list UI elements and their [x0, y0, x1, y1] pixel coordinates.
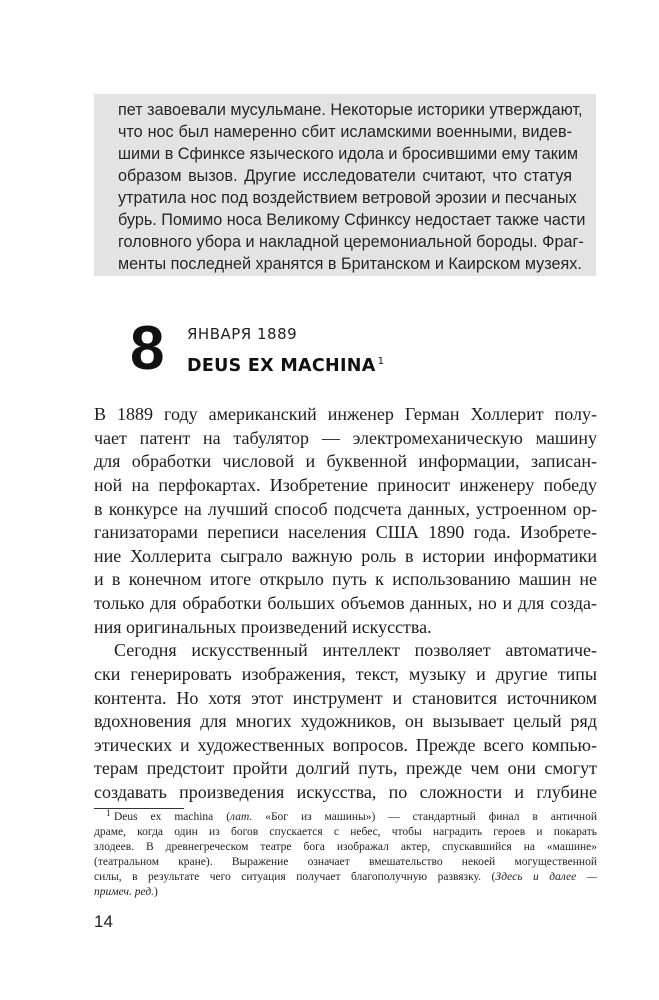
body-line: ски генерировать изображения, текст, музыку и другие типы [94, 664, 597, 684]
body-line: этических и художественных вопросов. Прежде всего компью- [94, 735, 597, 755]
body-line: терам предстоит пройти долгий путь, прежде чем они смогут [94, 758, 597, 778]
body-line: ние Холлерита сыграло важную роль в истории информатики [94, 546, 597, 566]
sidebar-line: пет завоевали мусульмане. Некоторые историки утверждают, [118, 101, 583, 119]
sidebar-line: утратила нос под воздействием ветровой эрозии и песчаных [118, 189, 577, 207]
footnote-line: злодеев. В древнегреческом театре бога изображал актер, спускавшийся на «машине» [94, 841, 597, 853]
sidebar-line: что нос был намеренно сбит исламскими военными, видев- [118, 123, 572, 141]
body-line: контента. Но хотя этот инструмент и становится источником [94, 688, 597, 708]
body-line: ганизаторами переписи населения США 1890 года. Изобрете- [94, 522, 597, 542]
sidebar-line: менты последней хранятся в Британском и Каирском музеях. [118, 255, 582, 273]
sidebar-line: бурь. Помимо носа Великому Сфинксу недостает также части [118, 211, 586, 229]
footnote-line [94, 885, 597, 900]
page-number: 14 [94, 912, 113, 931]
body-line: В 1889 году американский инженер Герман Холлерит полу- [94, 404, 597, 424]
footnote-reference[interactable]: 1 [377, 356, 385, 367]
footnote-italic: Здесь и далее — [495, 871, 597, 883]
chapter-title [187, 356, 384, 376]
body-line: ной на перфокартах. Изобретение приносит инженеру победу [94, 475, 597, 495]
sidebar-line: шими в Сфинксе языческого идола и бросившими ему таким [118, 145, 579, 163]
sidebar-line: головного убора и накладной церемониальной бороды. Фраг- [118, 233, 584, 251]
footnote-italic: примеч. ред. [94, 886, 155, 898]
body-line: ния оригинальных произведений искусства. [94, 617, 432, 637]
body-line: создавать произведения искусства, по сложности и глубине [94, 782, 597, 802]
footnote-text: ) [154, 886, 158, 898]
footnote-text: Deus ex machina ( [114, 811, 231, 823]
footnote-line: (театральном кране). Выражение означает вмешательство некоей могущественной [94, 856, 597, 868]
chapter-date: ЯНВАРЯ 1889 [187, 325, 298, 343]
body-line: чает патент на табулятор — электромеханическую машину [94, 428, 597, 448]
chapter-number: 8 [130, 314, 165, 383]
sidebar-box [94, 94, 596, 276]
body-line: и в конечном итоге открыло путь к использованию машин не [94, 569, 597, 589]
footnote-text: силы, в результате чего ситуация получает благополучную развязку. ( [94, 871, 496, 883]
chapter-title-text: DEUS EX MACHINA [187, 356, 376, 376]
footnote-marker: 1 [106, 808, 111, 818]
footnote-line [94, 870, 597, 885]
body-line: в конкурсе на лучший способ подсчета данных, устроенном ор- [94, 499, 597, 519]
body-line: для обработки числовой и буквенной информации, записан- [94, 451, 597, 471]
body-line: вдохновения для многих художников, он вызывает целый ряд [94, 711, 597, 731]
body-line: только для обработки больших объемов данных, но и для созда- [94, 593, 597, 613]
footnote-italic: лат. [230, 811, 253, 823]
body-line: Сегодня искусственный интеллект позволяет автоматиче- [114, 640, 597, 660]
footnote-text: «Бог из машины») — стандартный финал в античной [252, 811, 597, 823]
footnote-line [114, 810, 597, 825]
sidebar-line: образом вызов. Другие исследователи считают, что статуя [118, 167, 572, 185]
footnote-line: драме, когда один из богов спускается с небес, чтобы наградить героев и покарать [94, 826, 597, 838]
